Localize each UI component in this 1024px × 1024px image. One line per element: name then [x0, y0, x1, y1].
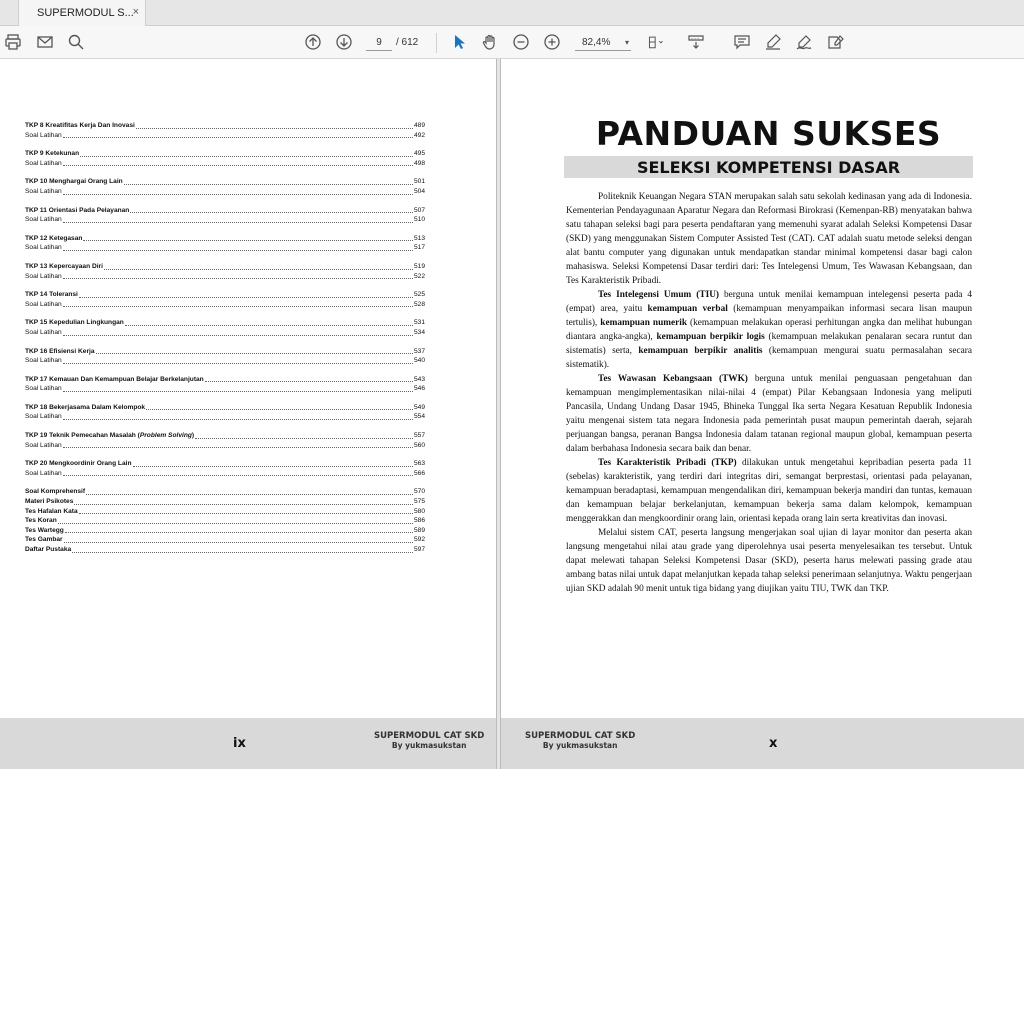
zoom-level-value: 82,4%	[582, 37, 611, 48]
document-viewport[interactable]	[0, 59, 1024, 1024]
toc-entry-title	[25, 375, 204, 385]
toc-page-number: 528	[413, 300, 425, 308]
toc-entry[interactable]	[25, 262, 425, 272]
toc-page-number: 575	[413, 498, 425, 506]
bold-term: kemampuan numerik	[600, 318, 687, 328]
toc-entry[interactable]	[25, 535, 425, 545]
toc-entry-title	[25, 121, 135, 131]
toc-group	[25, 375, 425, 394]
table-of-contents	[25, 121, 425, 555]
toc-leader-dots	[64, 542, 413, 543]
toc-title-italic: Problem Solving	[139, 432, 192, 440]
toc-leader-dots	[86, 494, 413, 495]
toc-entry-title	[25, 403, 145, 413]
paragraph-intro: Politeknik Keuangan Negara STAN merupakan salah satu sekolah kedinasan yang ada di Indonesia. Kementerian Pendayagunaan Aparatur Negara dan Reformasi Birokrasi (Kemenpan-RB) menyatakan bahwa satu tahapan seleksi bagi para peserta pendaftaran yang memenuhi syarat adalah Seleksi Kompetensi Dasar (SKD) yang menggunakan Sistem Computer Assisted Test (CAT). CAT adalah suatu metode seleksi dengan alat bantu computer yang digunakan untuk mendapatkan standar minimal kompetensi dasar bagi calon mahasiswa. Seleksi Kompetensi Dasar terdiri dari: Tes Intelegensi Umum, Tes Wawasan Kebangsaan, dan Tes Karakteristik Pribadi.	[566, 192, 972, 286]
toc-title-text: TKP 15 Kepedulian Lingkungan	[25, 319, 124, 327]
toc-leader-dots	[72, 552, 413, 553]
toc-entry[interactable]	[25, 177, 425, 187]
toc-leader-dots	[63, 335, 413, 336]
toc-entry-title	[25, 159, 62, 169]
toc-entry-title	[25, 459, 132, 469]
toc-leader-dots	[195, 438, 413, 439]
footer-brand-by: By yukmasukstan	[391, 741, 467, 750]
toc-entry[interactable]	[25, 215, 425, 225]
page-left	[0, 59, 497, 769]
toc-title-text: TKP 18 Bekerjasama Dalam Kelompok	[25, 403, 146, 411]
tab-bar	[0, 0, 1024, 26]
toc-page-number: 592	[413, 536, 425, 544]
fill-sign-icon[interactable]	[825, 32, 847, 52]
toc-page-number: 554	[413, 413, 425, 421]
toc-final-section	[25, 487, 425, 554]
toc-entry[interactable]	[25, 131, 425, 141]
toc-group	[25, 459, 425, 478]
toc-title-end: )	[191, 432, 195, 440]
toc-page-number: 534	[413, 328, 425, 336]
toc-title-text: Soal Latihan	[25, 441, 62, 449]
page-number: x	[769, 736, 778, 751]
toc-title-text: Soal Latihan	[25, 328, 62, 336]
toc-title-text: TKP 9 Ketekunan	[25, 150, 80, 158]
print-icon[interactable]	[2, 32, 24, 52]
toc-page-number: 560	[413, 441, 425, 449]
toc-leader-dots	[63, 250, 413, 251]
text-run: (kemampuan melakukan penalaran secara runtut dan sistematis) serta,	[566, 332, 972, 356]
toc-page-number: 580	[413, 507, 425, 515]
toc-entry-title	[25, 318, 124, 328]
toc-page-number: 570	[413, 488, 425, 496]
toc-title-text: TKP 10 Menghargai Orang Lain	[25, 178, 123, 186]
toc-page-number: 586	[413, 517, 425, 525]
toc-leader-dots	[65, 532, 413, 533]
toc-leader-dots	[96, 353, 413, 354]
toc-entry-title	[25, 272, 62, 282]
toc-entry-title	[25, 356, 62, 366]
bold-term: Tes Wawasan Kebangsaan (TWK)	[598, 374, 748, 384]
toc-page-number: 557	[413, 432, 425, 440]
toc-page-number: 501	[413, 178, 425, 186]
zoom-out-icon[interactable]	[510, 32, 532, 52]
search-icon[interactable]	[65, 32, 87, 52]
text-run: berguna untuk menilai penguasaan pengetahuan dan kemampuan mengimplementasikan nilai-nilai 4 (empat) Pilar Kebangsaan Indonesia yang meliputi Pancasila, Undang Undang Dasar 1945, Bhineka Tunggal Ika serta Negara Kesatuan Republik Indonesia yaitu mengenai sistem tata negara Indonesia pada pemerintah pusat maupun pemerintah daerah, sejarah perjuangan bangsa, peranan Bangsa Indonesia dalam tatanan regional maupun global, kemampuan peserta dalam berbahasa Indonesia secara baik dan benar.	[566, 374, 972, 454]
toc-title-text: Soal Latihan	[25, 469, 62, 477]
toc-page-number: 546	[413, 385, 425, 393]
text-run: (kemampuan menyampaikan informasi secara lisan maupun tertulis),	[566, 304, 972, 328]
page-number-input[interactable]	[366, 35, 392, 51]
footer-brand-title: SUPERMODUL CAT SKD	[525, 731, 636, 741]
toc-title-text: Soal Latihan	[25, 131, 62, 139]
toc-leader-dots	[136, 128, 413, 129]
toc-group	[25, 177, 425, 196]
toc-leader-dots	[63, 391, 413, 392]
bold-term: kemampuan berpikir logis	[656, 332, 765, 342]
toc-page-number: 492	[413, 131, 425, 139]
paragraph-twk	[566, 372, 972, 456]
toc-entry[interactable]	[25, 507, 425, 517]
toc-title-text: Soal Komprehensif	[25, 488, 86, 496]
toc-entry[interactable]	[25, 403, 425, 413]
toc-page-number: 549	[413, 403, 425, 411]
toc-title-text: Materi Psikotes	[25, 498, 74, 506]
toc-entry[interactable]	[25, 459, 425, 469]
bold-term: Tes Intelegensi Umum (TIU)	[598, 290, 720, 300]
toc-entry-title	[25, 535, 63, 545]
toc-title-text: TKP 11 Orientasi Pada Pelayanan	[25, 206, 130, 214]
select-cursor-icon[interactable]	[448, 32, 470, 52]
toc-page-number: 543	[413, 375, 425, 383]
toc-page-number: 522	[413, 272, 425, 280]
toc-title-text: TKP 16 Efisiensi Kerja	[25, 347, 95, 355]
toc-page-number: 519	[413, 262, 425, 270]
toc-entry[interactable]	[25, 469, 425, 479]
toc-entry-title	[25, 131, 62, 141]
toc-leader-dots	[125, 325, 413, 326]
toc-leader-dots	[104, 269, 413, 270]
scroll-mode-icon[interactable]	[685, 32, 707, 52]
toc-leader-dots	[63, 447, 413, 448]
page-footer	[501, 718, 1024, 769]
page-number: ix	[233, 736, 246, 751]
toc-page-number: 597	[413, 546, 425, 553]
toc-title-text: TKP 20 Mengkoordinir Orang Lain	[25, 460, 132, 468]
toc-entry[interactable]	[25, 243, 425, 253]
toc-leader-dots	[74, 504, 413, 505]
page-footer	[0, 718, 496, 769]
toc-page-number: 566	[413, 469, 425, 477]
toc-entry-title	[25, 487, 85, 497]
toc-leader-dots	[63, 419, 413, 420]
toc-page-number: 510	[413, 216, 425, 224]
comment-icon[interactable]	[731, 32, 753, 52]
page-down-icon[interactable]	[333, 32, 355, 52]
toc-entry-title	[25, 187, 62, 197]
toc-entry[interactable]	[25, 487, 425, 497]
toc-entry-title	[25, 469, 62, 479]
toc-title-text: Soal Latihan	[25, 187, 62, 195]
toc-leader-dots	[63, 222, 413, 223]
toc-title-text: TKP 8 Kreatifitas Kerja Dan Inovasi	[25, 122, 135, 129]
toc-group	[25, 347, 425, 366]
toc-title-text: Soal Latihan	[25, 272, 62, 280]
toc-title-text: Soal Latihan	[25, 159, 62, 167]
toc-group	[25, 262, 425, 281]
toc-entry[interactable]	[25, 206, 425, 216]
toc-title-text: Soal Latihan	[25, 244, 62, 252]
toc-entry[interactable]	[25, 149, 425, 159]
toc-entry-title	[25, 431, 194, 441]
toc-leader-dots	[63, 165, 413, 166]
toc-entry-title	[25, 497, 73, 507]
highlight-icon[interactable]	[762, 32, 784, 52]
toc-entry-title	[25, 177, 123, 187]
toc-page-number: 504	[413, 187, 425, 195]
toc-leader-dots	[58, 523, 413, 524]
toc-title-text: Tes Gambar	[25, 536, 63, 544]
hand-tool-icon[interactable]	[479, 32, 501, 52]
toc-leader-dots	[63, 363, 413, 364]
toc-group	[25, 206, 425, 225]
toc-page-number: 589	[413, 526, 425, 534]
toc-page-number: 507	[413, 206, 425, 214]
toc-leader-dots	[63, 475, 413, 476]
toc-title-text: Tes Hafalan Kata	[25, 507, 78, 515]
toc-page-number: 531	[413, 319, 425, 327]
toc-leader-dots	[205, 381, 413, 382]
toc-leader-dots	[79, 297, 413, 298]
toc-title-text: Daftar Pustaka	[25, 546, 72, 553]
footer-brand-title: SUPERMODUL CAT SKD	[374, 731, 485, 741]
page-body	[566, 190, 972, 596]
toc-entry[interactable]	[25, 545, 425, 555]
toc-page-number: 563	[413, 460, 425, 468]
footer-brand-by: By yukmasukstan	[542, 741, 618, 750]
toc-leader-dots	[63, 194, 413, 195]
page-title: PANDUAN SUKSES	[595, 114, 942, 153]
text-run: (kemampuan melakukan operasi perhitungan angka dan melihat hubungan diantara angka-angka),	[566, 318, 972, 342]
sign-icon[interactable]	[793, 32, 815, 52]
text-run: dilakukan untuk mengetahui kepribadian peserta pada 11 (sebelas) karakteristik, yang terdiri dari integritas diri, semangat berprestasi, orientasi pada pelayanan, kemampuan beradaptasi, kemampuan mengendalikan diri, kemampuan bekerja mandiri dan tuntas, kemauan dan kemampuan belajar berkelanjutan, kemampuan bekerja sama dalam kelompok, kemampuan menggerakkan dan mengkoordinir orang lain, orientasi kepada orang lain serta kreativitas dan inovasi.	[566, 458, 973, 524]
toc-entry-title	[25, 347, 95, 357]
chevron-down-icon: ▾	[624, 38, 629, 47]
toc-title-text: TKP 12 Ketegasan	[25, 234, 83, 242]
toc-page-number: 495	[413, 150, 425, 158]
toc-page-number: 489	[413, 122, 425, 129]
toc-entry[interactable]	[25, 187, 425, 197]
toc-leader-dots	[146, 409, 413, 410]
footer-brand	[374, 731, 484, 751]
toc-entry-title	[25, 243, 62, 253]
toc-entry[interactable]	[25, 384, 425, 394]
toc-page-number: 498	[413, 159, 425, 167]
toc-entry-title	[25, 412, 62, 422]
toc-entry[interactable]	[25, 234, 425, 244]
toc-group	[25, 149, 425, 168]
toc-title-text: Soal Latihan	[25, 216, 62, 224]
toc-page-number: 517	[413, 244, 425, 252]
fit-page-icon[interactable]	[645, 32, 667, 52]
toc-title-text: Tes Koran	[25, 517, 57, 525]
zoom-level-select[interactable]	[575, 35, 631, 51]
zoom-in-icon[interactable]	[541, 32, 563, 52]
toc-entry-title	[25, 526, 64, 536]
toc-title-text: Soal Latihan	[25, 357, 62, 365]
footer-brand	[525, 731, 635, 751]
toc-entry[interactable]	[25, 159, 425, 169]
paragraph-tkp	[566, 456, 972, 526]
toolbar	[0, 26, 1024, 59]
toc-entry-title	[25, 545, 71, 555]
toc-title-text: Soal Latihan	[25, 413, 62, 421]
toc-page-number: 540	[413, 357, 425, 365]
toc-entry[interactable]	[25, 290, 425, 300]
toc-leader-dots	[124, 184, 413, 185]
toc-entry-title	[25, 441, 62, 451]
toc-entry[interactable]	[25, 526, 425, 536]
toc-group	[25, 318, 425, 337]
toc-entry-title	[25, 384, 62, 394]
toc-leader-dots	[130, 212, 413, 213]
toc-entry-title	[25, 290, 78, 300]
toc-group	[25, 431, 425, 450]
bold-term: kemampuan verbal	[647, 304, 728, 314]
toc-title-text: TKP 13 Kepercayaan Diri	[25, 262, 103, 270]
toc-leader-dots	[79, 513, 413, 514]
toc-group	[25, 403, 425, 422]
bold-term: kemampuan berpikir analitis	[638, 346, 763, 356]
mail-icon[interactable]	[34, 32, 56, 52]
toc-leader-dots	[83, 240, 413, 241]
page-subtitle: SELEKSI KOMPETENSI DASAR	[564, 156, 973, 178]
toc-entry-title	[25, 300, 62, 310]
toc-title-text: TKP 17 Kemauan Dan Kemampuan Belajar Berkelanjutan	[25, 375, 204, 383]
toc-title-text: TKP 14 Toleransi	[25, 291, 78, 299]
toc-entry[interactable]	[25, 347, 425, 357]
toc-leader-dots	[63, 137, 413, 138]
toc-entry[interactable]	[25, 516, 425, 526]
paragraph-cat: Melalui sistem CAT, peserta langsung mengerjakan soal ujian di layar monitor dan peserta akan langsung mengetahui nilai atau grade yang diperolehnya usai peserta menyelesaikan tes tersebut. Untuk dapat melewati tahapan Seleksi Kompetensi Dasar (SKD), peserta harus melewati passing grade atau ambang batas nilai untuk dapat melanjutkan kepada tahap seleksi penerimaan selanjutnya. Waktu pengerjaan ujian SKD adalah 90 menit untuk tiga bidang yang diujikan yaitu TIU, TWK dan TKP.	[566, 528, 972, 594]
toc-group	[25, 234, 425, 253]
page-total-label: / 612	[396, 37, 419, 48]
toc-title-text: TKP 19 Teknik Pemecahan Masalah (	[25, 432, 140, 440]
toc-entry-title	[25, 234, 82, 244]
page-up-icon[interactable]	[302, 32, 324, 52]
toc-entry-title	[25, 516, 57, 526]
toc-entry[interactable]	[25, 121, 425, 131]
toc-page-number: 513	[413, 234, 425, 242]
toc-entry[interactable]	[25, 412, 425, 422]
toc-entry[interactable]	[25, 441, 425, 451]
text-run: berguna untuk menilai kemampuan intelegensi peserta pada 4 (empat) area, yaitu	[566, 290, 972, 314]
toc-title-text: Soal Latihan	[25, 385, 62, 393]
toc-leader-dots	[63, 306, 413, 307]
toc-entry-title	[25, 507, 78, 517]
toc-entry-title	[25, 149, 79, 159]
toc-entry-title	[25, 262, 103, 272]
document-tab-title: SUPERMODUL S...	[37, 7, 134, 19]
toc-page-number: 537	[413, 347, 425, 355]
toc-leader-dots	[80, 156, 413, 157]
toc-title-text: Soal Latihan	[25, 300, 62, 308]
toc-leader-dots	[63, 278, 413, 279]
toc-page-number: 525	[413, 291, 425, 299]
toolbar-separator	[436, 33, 437, 53]
toc-entry-title	[25, 328, 62, 338]
toc-entry[interactable]	[25, 328, 425, 338]
toc-entry[interactable]	[25, 356, 425, 366]
toc-group	[25, 290, 425, 309]
bold-term: Tes Karakteristik Pribadi (TKP)	[598, 458, 737, 468]
toc-entry[interactable]	[25, 431, 425, 441]
toc-entry[interactable]	[25, 497, 425, 507]
toc-entry[interactable]	[25, 375, 425, 385]
page-right	[500, 59, 1024, 769]
toc-title-text: Tes Wartegg	[25, 526, 64, 534]
document-tab[interactable]	[18, 0, 146, 26]
paragraph-tiu	[566, 288, 972, 372]
close-tab-icon[interactable]: ×	[132, 6, 139, 18]
toc-group	[25, 121, 425, 140]
toc-entry[interactable]	[25, 300, 425, 310]
text-run: (kemampuan mengurai suatu permasalahan secara sistematik).	[566, 346, 972, 370]
toc-entry[interactable]	[25, 318, 425, 328]
toc-entry-title	[25, 215, 62, 225]
toc-entry-title	[25, 206, 129, 216]
toc-leader-dots	[133, 466, 413, 467]
toc-entry[interactable]	[25, 272, 425, 282]
